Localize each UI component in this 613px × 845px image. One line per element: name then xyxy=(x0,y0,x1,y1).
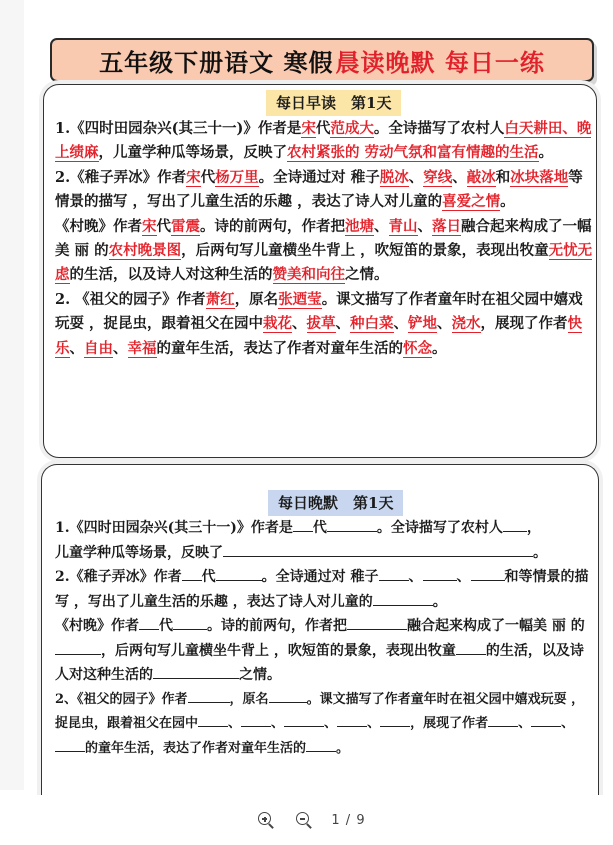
zoom-out-icon[interactable] xyxy=(296,812,312,828)
morning-heading: 每日早读 第1天 xyxy=(266,90,401,116)
viewer-toolbar xyxy=(0,795,613,845)
page-indicator: 1 / 9 xyxy=(331,812,366,828)
evening-heading: 每日晚默 第1天 xyxy=(268,490,403,516)
evening-paragraph-3: 《村晚》作者 代 。诗的前两句，作者把 融合起来构成了一幅美 丽 的，后两句写儿童横坐牛背上 ，吹短笛的景象，表现出牧童 的生活，以及诗人对这种生活的 之情。 xyxy=(55,614,591,688)
evening-dictation-card xyxy=(41,464,599,795)
morning-paragraph-3: 《村晚》作者宋代雷震。诗的前两句，作者把池塘、青山、落日融合起来构成了一幅美 丽 的农村晚景图，后两句写儿童横坐牛背上 ，吹短笛的景象，表现出牧童无忧无虑的生活，以及诗人对这种生活的赞美和向往之情。 xyxy=(55,217,593,284)
morning-paragraph-4: 2. 《祖父的园子》作者萧红，原名张迺莹。课文描写了作者童年时在祖父园中嬉戏玩耍 ，捉昆虫，跟着祖父在园中栽花、拔草、种白菜、铲地、浇水，展现了作者快乐、自由、幸福的童年生活，表达了作者对童年生活的怀念。 xyxy=(55,290,583,357)
evening-body xyxy=(55,516,591,761)
title-black-part: 五年级下册语文 寒假 xyxy=(99,47,334,77)
morning-paragraph-2: 2.《稚子弄冰》作者宋代杨万里。全诗通过对 稚子脱冰、穿线、敲冰和冰块落地等情景的描写 ，写出了儿童生活的乐趣 ，表达了诗人对儿童的喜爱之情。 xyxy=(55,168,583,211)
document-page xyxy=(24,0,604,790)
evening-paragraph-4: 2、《祖父的园子》作者 ，原名 。课文描写了作者童年时在祖父园中嬉戏玩耍 ，捉昆虫，跟着祖父在园中 、 、 、 、 ，展现了作者 、 、的童年生活，表达了作者对童年生活的 。 xyxy=(55,688,591,762)
morning-paragraph-1: 1.《四时田园杂兴(其三十一)》作者是宋代范成大。全诗描写了农村人白天耕田、晚上绩麻，儿童学种瓜等场景，反映了农村紧张的 劳动气氛和富有情趣的生活。 xyxy=(55,120,592,162)
left-margin-strip xyxy=(0,0,24,790)
morning-body xyxy=(55,117,593,361)
title-red-part: 晨读晚默 每日一练 xyxy=(335,47,545,77)
page-title xyxy=(50,38,594,82)
evening-paragraph-2: 2.《稚子弄冰》作者 代 。全诗通过对 稚子 、 、 和等情景的描写 ，写出了儿童生活的乐趣 ，表达了诗人对儿童的 。 xyxy=(55,565,591,614)
morning-reading-card xyxy=(43,84,597,458)
zoom-in-icon[interactable] xyxy=(258,812,274,828)
evening-paragraph-1: 1.《四时田园杂兴(其三十一)》作者是 代 。全诗描写了农村人 ， 儿童学种瓜等场景，反映了 。 xyxy=(55,516,591,565)
